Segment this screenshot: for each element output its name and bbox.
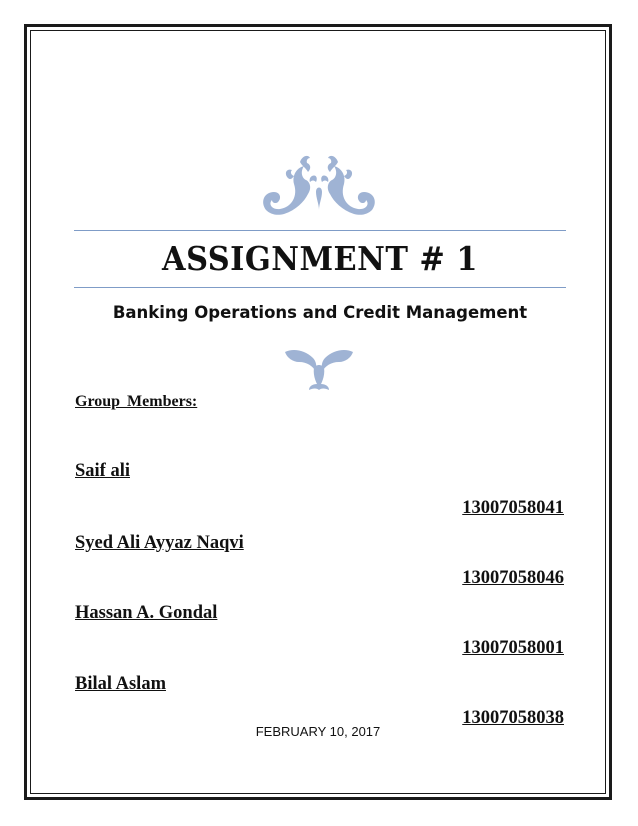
page-subtitle: Banking Operations and Credit Management [112,303,528,322]
title-rule-bottom [74,287,566,288]
member-id: 13007058038 [462,708,564,728]
member-name: Saif ali [75,461,130,481]
member-name: Bilal Aslam [75,674,166,694]
member-id: 13007058001 [462,638,564,658]
leaf-flourish-icon [283,346,355,392]
member-name: Syed Ali Ayyaz Naqvi [75,533,244,553]
group-members-label: Group Members: [75,393,198,410]
member-id: 13007058046 [462,568,564,588]
page-title: ASSIGNMENT # 1 [162,239,478,278]
member-name: Hassan A. Gondal [75,603,218,623]
floral-scroll-icon [258,152,380,220]
document-date: FEBRUARY 10, 2017 [255,724,381,739]
member-id: 13007058041 [462,498,564,518]
title-rule-top [74,230,566,231]
